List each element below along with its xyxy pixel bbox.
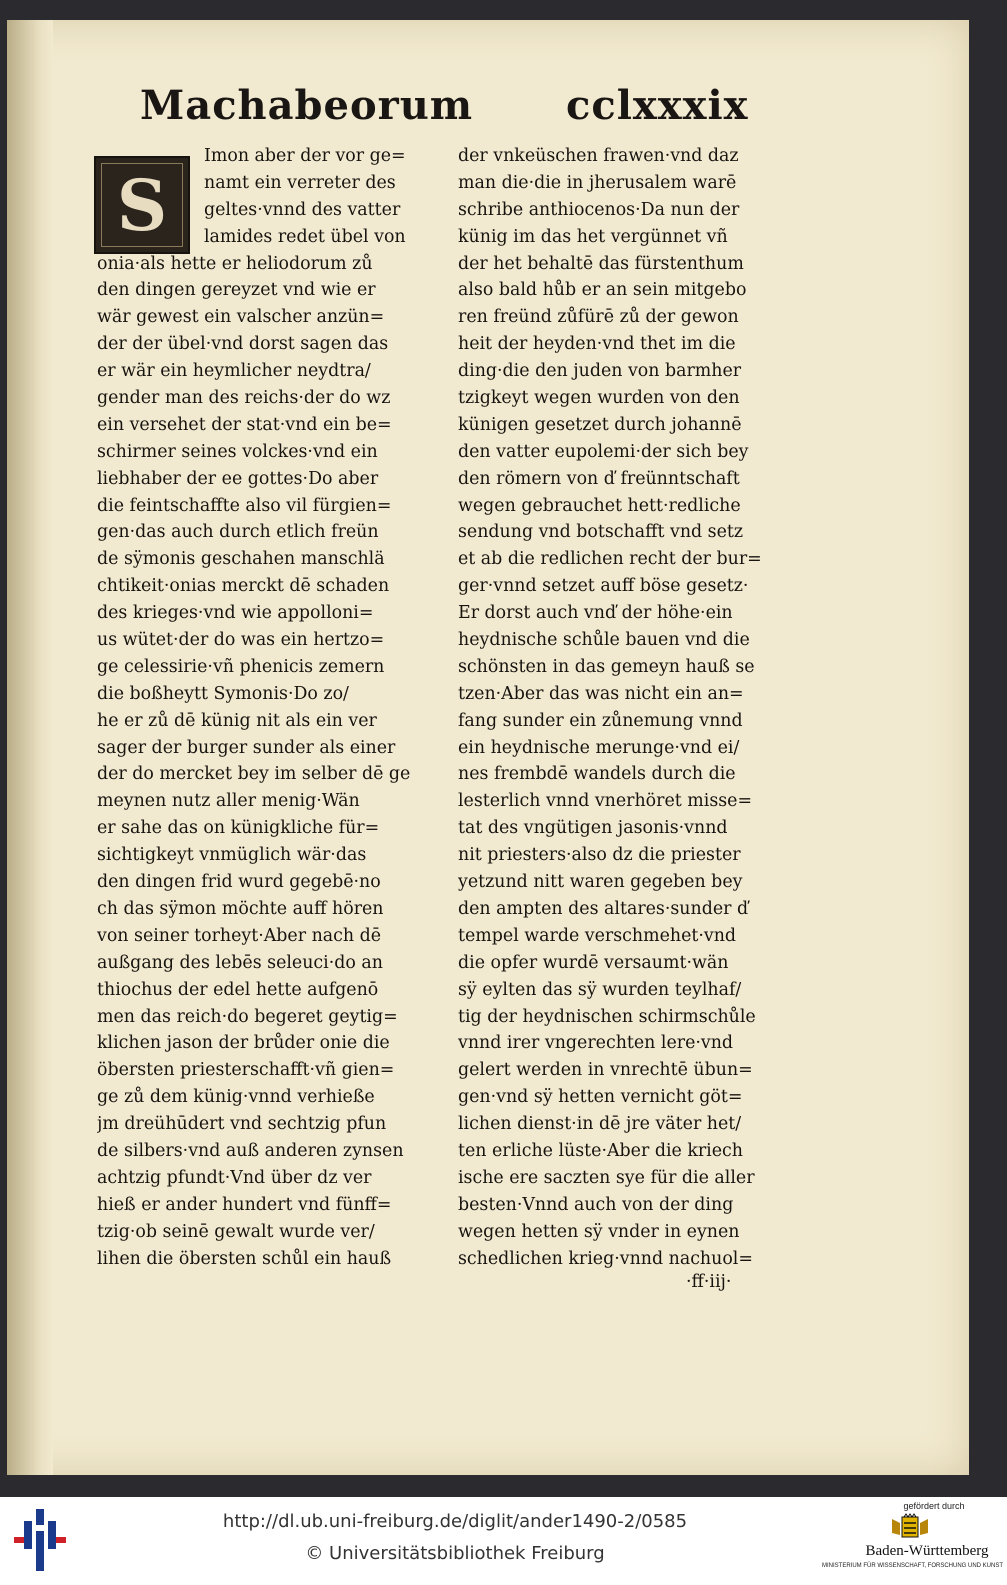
text-line: he er zů dē künig nit als ein ver (97, 710, 377, 731)
text-line: ren freünd zůfürē zů der gewon (458, 307, 739, 328)
text-line: onia·als hette er heliodorum zů (97, 253, 373, 274)
text-line: sendung vnd botschafft vnd setz (458, 522, 744, 543)
text-line: heydnische schůle bauen vnd die (458, 630, 750, 651)
text-line: den römern von ď freünntschaft (458, 468, 740, 489)
signature-mark: ·ff·iij· (686, 1272, 732, 1292)
text-line: tzen·Aber das was nicht ein an= (458, 683, 744, 704)
text-line: öbersten priesterschafft·vñ gien= (97, 1060, 395, 1081)
text-line: jm dreühūdert vnd sechtzig pfun (97, 1114, 387, 1135)
sponsor-name: Baden-Württemberg (865, 1543, 989, 1559)
text-line: chtikeit·onias merckt dē schaden (97, 576, 390, 597)
text-line: schönsten in das gemeyn hauß se (458, 656, 755, 677)
text-line: tzig·ob seinē gewalt wurde ver/ (97, 1221, 375, 1242)
text-line: men das reich·do begeret geytig= (97, 1006, 398, 1027)
text-line: der het behaltē das fürstenthum (458, 253, 744, 274)
text-line: also bald hůb er an sein mitgebo (458, 280, 747, 301)
text-line: der vnkeüschen frawen·vnd daz (458, 146, 739, 166)
coat-of-arms-icon (888, 1513, 932, 1541)
text-line: schirmer seines volckes·vnd ein (97, 441, 378, 462)
text-line: ch das sÿmon möchte auff hören (97, 898, 384, 919)
text-line: er sahe das on künigkliche für= (97, 818, 380, 839)
text-line: die opfer wurdē versaumt·wän (458, 952, 729, 973)
text-line: et ab die redlichen recht der bur= (458, 549, 762, 570)
text-line: nit priesters·also dz die priester (458, 845, 741, 866)
text-line: ge zů dem künig·vnnd verhieße (97, 1087, 375, 1108)
text-line: gen·vnd sÿ hetten vernicht göt= (458, 1087, 743, 1108)
text-line: von seiner torheyt·Aber nach dē (97, 925, 382, 946)
running-header-left: Machabeorum (140, 82, 474, 129)
text-line: us wütet·der do was ein hertzo= (97, 630, 385, 651)
text-line: ten erliche lüste·Aber die kriech (458, 1140, 743, 1161)
text-line: thiochus der edel hette aufgenō (97, 979, 379, 1000)
text-line: namt ein verreter des (204, 172, 396, 193)
text-line: wegen hetten sÿ vnder in eynen (458, 1221, 740, 1242)
text-line: die feintschaffte also vil fürgien= (97, 495, 392, 516)
text-line: ge celessirie·vñ phenicis zemern (97, 656, 385, 677)
initial-letter: S (116, 164, 168, 247)
text-line: klichen jason der brůder onie die (97, 1033, 390, 1054)
text-line: schedlichen krieg·vnnd nachuol= (458, 1248, 753, 1269)
text-line: man die·die in jherusalem warē (458, 172, 737, 193)
copyright-notice: © Universitätsbibliothek Freiburg (305, 1543, 605, 1564)
text-line: lihen die öbersten schůl ein hauß (97, 1248, 392, 1269)
text-line: lamides redet übel von (204, 226, 406, 247)
text-line: tzigkeyt wegen wurden von den (458, 388, 740, 409)
text-line: geltes·vnnd des vatter (204, 199, 401, 220)
text-line: tig der heydnischen schirmschůle (458, 1006, 756, 1027)
text-column-left (97, 143, 442, 1272)
text-line: tat des vngütigen jasonis·vnnd (458, 818, 728, 839)
text-column-right (458, 143, 803, 1272)
text-line: des krieges·vnd wie appolloni= (97, 603, 374, 624)
ministry-name: MINISTERIUM FÜR WISSENSCHAFT, FORSCHUNG UND KUNST (821, 1563, 1003, 1569)
text-line: den dingen gereyzet vnd wie er (97, 280, 376, 301)
text-line: die boßheytt Symonis·Do zo/ (97, 683, 349, 704)
text-line: heit der heyden·vnd thet im die (458, 334, 736, 355)
text-line: fang sunder ein zůnemung vnnd (458, 710, 743, 731)
text-line: wegen gebrauchet hett·redliche (458, 495, 741, 516)
text-line: Imon aber der vor ge= (204, 146, 406, 166)
text-line: sÿ eylten das sÿ wurden teylhaf/ (458, 979, 742, 1000)
text-line: ding·die den juden von barmher (458, 361, 742, 382)
text-line: besten·Vnnd auch von der ding (458, 1194, 734, 1215)
text-line: sichtigkeyt vnmüglich wär·das (97, 845, 367, 866)
running-header-right: cclxxxix (566, 82, 749, 129)
text-line: den vatter eupolemi·der sich bey (458, 441, 749, 462)
text-line: de sÿmonis geschahen manschlä (97, 549, 385, 570)
text-line: der do mercket bey im selber dē ge (97, 764, 411, 785)
text-line: meynen nutz aller menig·Wän (97, 791, 360, 812)
text-line: liebhaber der ee gottes·Do aber (97, 468, 379, 489)
viewer-footer (0, 1497, 1007, 1585)
text-line: der der übel·vnd dorst sagen das (97, 334, 389, 355)
text-line: gender man des reichs·der do wz (97, 388, 391, 409)
text-line: außgang des lebēs seleuci·do an (97, 952, 383, 973)
sponsor-label: gefördert durch (903, 1501, 965, 1511)
text-line: den dingen frid wurd gegebē·no (97, 872, 381, 893)
text-line: ische ere saczten sye für die aller (458, 1167, 755, 1188)
text-line: wär gewest ein valscher anzün= (97, 307, 385, 328)
text-line: ein versehet der stat·vnd ein be= (97, 414, 392, 435)
text-line: sager der burger sunder als einer (97, 737, 396, 758)
text-line: ein heydnische merunge·vnd ei/ (458, 737, 740, 758)
text-line: vnnd irer vngerechten lere·vnd (458, 1033, 734, 1054)
text-line: künig im das het vergünnet vñ (458, 226, 728, 247)
text-line: de silbers·vnd auß anderen zynsen (97, 1140, 404, 1161)
text-line: yetzund nitt waren gegeben bey (458, 872, 743, 893)
page-gutter (7, 20, 53, 1475)
text-line: tempel warde verschmehet·vnd (458, 925, 737, 946)
permalink-url[interactable]: http://dl.ub.uni-freiburg.de/diglit/ander1490-2/0585 (222, 1511, 688, 1532)
text-line: achtzig pfundt·Vnd über dz ver (97, 1167, 372, 1188)
text-line: lichen dienst·in dē jre väter het/ (458, 1114, 742, 1135)
text-line: gelert werden in vnrechtē übun= (458, 1060, 753, 1081)
text-line: Er dorst auch vnď der höhe·ein (458, 603, 733, 624)
text-line: er wär ein heymlicher neydtra/ (97, 361, 371, 382)
text-line: lesterlich vnnd vnerhöret misse= (458, 791, 753, 812)
text-line: künigen gesetzet durch johannē (458, 414, 742, 435)
text-line: gen·das auch durch etlich freün (97, 522, 379, 543)
text-line: den ampten des altares·sunder ď (458, 898, 749, 919)
text-line: nes frembdē wandels durch die (458, 764, 736, 785)
text-line: ger·vnnd setzet auff böse gesetz· (458, 576, 749, 597)
text-line: schribe anthiocenos·Da nun der (458, 199, 740, 220)
text-line: hieß er ander hundert vnd fünff= (97, 1194, 392, 1215)
